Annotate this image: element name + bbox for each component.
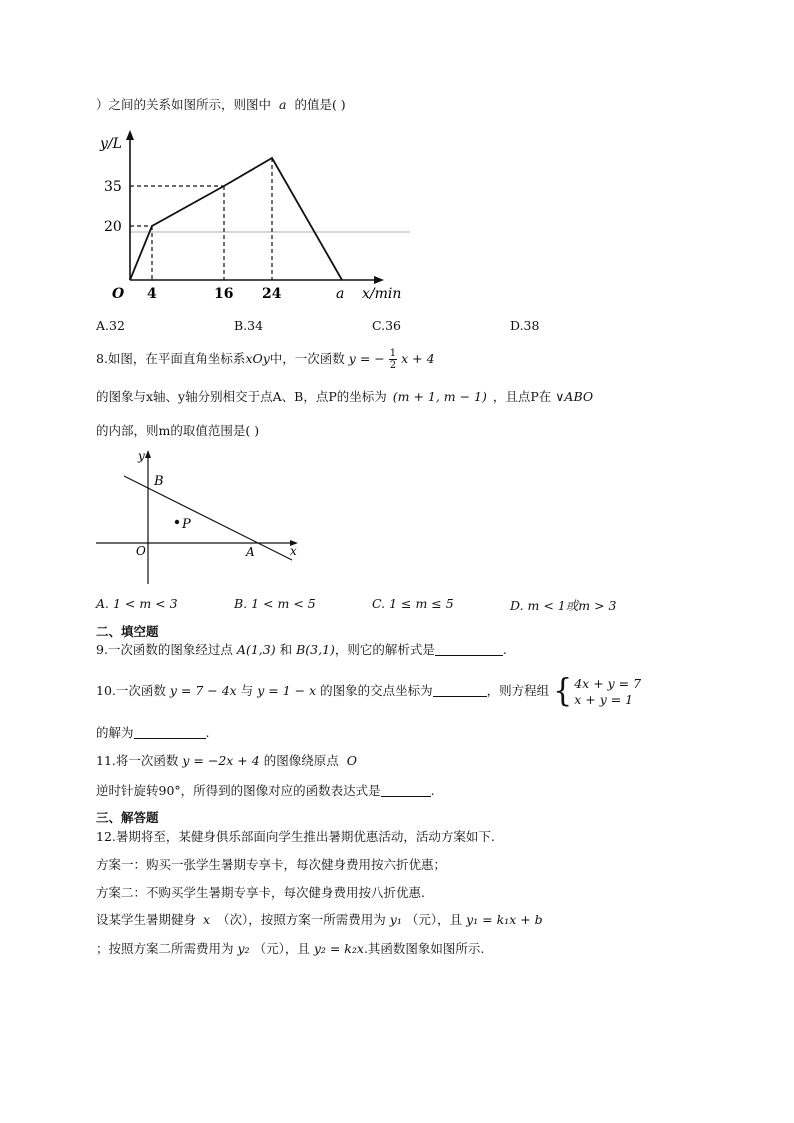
- q7-graph: [96, 128, 416, 308]
- q7-x-tick-16: 16: [214, 286, 234, 302]
- q8-line2: 的图象与x轴、y轴分别相交于点A、B，点P的坐标为 (m + 1, m − 1) ，且点P在 ∨ABO: [96, 389, 594, 404]
- q7-function-line: [130, 158, 342, 280]
- q7-option-b[interactable]: B.34: [234, 318, 264, 333]
- q7-option-d[interactable]: D.38: [510, 318, 540, 333]
- q7-origin-label: O: [112, 286, 125, 302]
- q8-p-label: P: [182, 517, 191, 532]
- q8-function-line: [124, 476, 292, 560]
- q10-line1: 10.一次函数 y = 7 − 4x 与 y = 1 − x 的图象的交点坐标为 ，则方程组 { 4x + y = 7 x + y = 1: [96, 672, 642, 710]
- q7-y-arrow: [126, 130, 134, 140]
- q8-line3: 的内部，则m的取值范围是( ): [96, 423, 260, 438]
- q12-line5: ；按照方案二所需费用为 y₂ （元），且 y₂ = k₂x.其函数图象如图所示.: [96, 941, 485, 956]
- q7-x-tick-24: 24: [262, 286, 282, 302]
- q7-y-tick-20: 20: [104, 219, 122, 235]
- q11-line2: 逆时针旋转90°，所得到的图像对应的函数表达式是 .: [96, 783, 435, 798]
- q12-line4: 设某学生暑期健身 x （次），按照方案一所需费用为 y₁ （元），且 y₁ = k₁x + b: [96, 912, 543, 927]
- q10-solution-blank[interactable]: [134, 726, 206, 739]
- q8-option-a[interactable]: A. 1 < m < 3: [96, 596, 178, 611]
- q9-answer-blank[interactable]: [435, 643, 503, 656]
- q12-line1: 12.暑期将至，某健身俱乐部面向学生推出暑期优惠活动，活动方案如下.: [96, 829, 495, 844]
- q7-x-tick-4: 4: [147, 286, 157, 302]
- q7-y-tick-35: 35: [104, 179, 122, 195]
- section-fill-in-blank: 二、填空题: [96, 624, 159, 639]
- q7-stem: ）之间的关系如图所示，则图中 a 的值是( ): [96, 97, 346, 112]
- q7-x-tick-a: a: [336, 286, 345, 302]
- q11-line1: 11.将一次函数 y = −2x + 4 的图像绕原点 O: [96, 753, 357, 768]
- q7-option-a[interactable]: A.32: [96, 318, 125, 333]
- q7-y-axis-label: y/L: [100, 136, 122, 152]
- q7-dashed-guides: [130, 158, 272, 280]
- q10-intersection-blank[interactable]: [433, 684, 487, 697]
- q10-equation-system: { 4x + y = 7 x + y = 1: [553, 672, 642, 710]
- q8-y-arrow: [145, 450, 151, 458]
- q8-options: [96, 596, 696, 614]
- q11-answer-blank[interactable]: [381, 784, 431, 797]
- q8-line1: 8.如图，在平面直角坐标系xOy中，一次函数 y = − $\frac{1}{2}$ x + 4: [96, 348, 435, 371]
- q8-a-label: A: [246, 545, 255, 559]
- q7-option-c[interactable]: C.36: [372, 318, 401, 333]
- q7-x-arrow: [374, 276, 384, 284]
- q10-brace: {: [553, 672, 573, 710]
- q8-option-b[interactable]: B. 1 < m < 5: [234, 596, 316, 611]
- q12-line3: 方案二：不购买学生暑期专享卡，每次健身费用按八折优惠.: [96, 885, 425, 900]
- q8-option-c[interactable]: C. 1 ≤ m ≤ 5: [372, 596, 454, 611]
- q9: 9.一次函数的图象经过点 A(1,3) 和 B(3,1)，则它的解析式是 .: [96, 642, 507, 657]
- q8-origin-label: O: [136, 544, 146, 558]
- q8-fraction: $\frac{1}{2}$: [389, 348, 397, 371]
- section-solution: 三、解答题: [96, 810, 159, 825]
- q8-x-label: x: [290, 544, 297, 558]
- q8-b-label: B: [154, 474, 164, 489]
- q8-graph: [96, 446, 308, 586]
- q7-options: [96, 318, 696, 333]
- q8-y-label: y: [138, 449, 145, 463]
- q12-line2: 方案一：购买一张学生暑期专享卡，每次健身费用按六折优惠；: [96, 857, 447, 872]
- q10-line2: 的解为 .: [96, 725, 210, 740]
- q7-x-axis-label: x/min: [362, 286, 402, 302]
- q8-point-p: [175, 520, 179, 524]
- q8-option-d[interactable]: D. m < 1或m > 3: [510, 598, 617, 613]
